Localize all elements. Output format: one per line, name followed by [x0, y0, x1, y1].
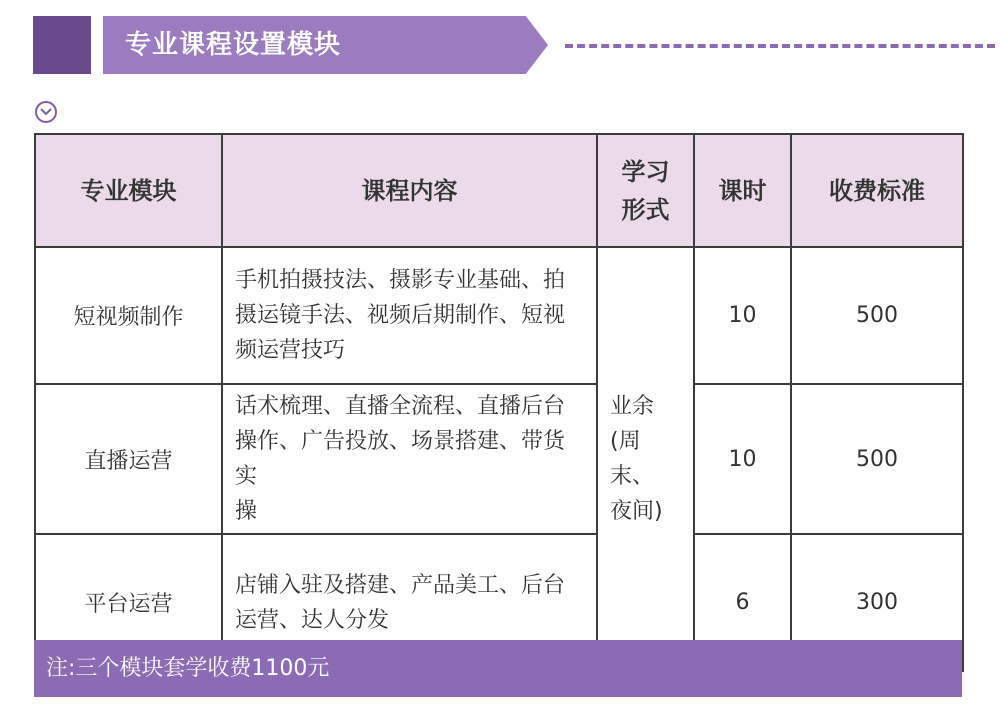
fee-cell: 500 — [791, 247, 963, 384]
course-table — [34, 133, 964, 672]
content-line: 摄运镜手法、视频后期制作、短视 — [235, 303, 566, 328]
module-cell: 短视频制作 — [35, 247, 222, 384]
header-dashed-divider — [565, 44, 995, 48]
content-line: 频运营技巧 — [235, 338, 346, 363]
table-row — [35, 247, 963, 384]
content-cell — [222, 247, 597, 384]
header-content: 课程内容 — [222, 134, 597, 247]
content-line: 话术梳理、直播全流程、直播后台 — [235, 394, 566, 419]
chevron-down-circle-icon — [35, 101, 57, 123]
header-hours: 课时 — [694, 134, 791, 247]
module-cell: 直播运营 — [35, 384, 222, 534]
hours-cell: 10 — [694, 384, 791, 534]
content-line: 操 — [235, 499, 258, 524]
footer-note: 注:三个模块套学收费1100元 — [34, 640, 962, 697]
header-study-form-line1: 学习 — [621, 157, 670, 186]
page-title: 专业课程设置模块 — [125, 30, 342, 60]
hours-cell: 10 — [694, 247, 791, 384]
content-line: 运营、达人分发 — [235, 607, 390, 633]
header-fee: 收费标准 — [791, 134, 963, 247]
study-form-line: 夜间) — [610, 499, 663, 524]
content-line: 店铺入驻及搭建、产品美工、后台 — [235, 572, 566, 598]
module-cell: 平台运营 — [35, 534, 222, 671]
header-accent-square — [33, 16, 91, 74]
header-module: 专业模块 — [35, 134, 222, 247]
table-header-row — [35, 134, 963, 247]
header-study-form-line2: 形式 — [621, 195, 670, 224]
table-row — [35, 384, 963, 534]
study-form-line: (周末、 — [610, 429, 655, 489]
content-cell — [222, 384, 597, 534]
content-line: 手机拍摄技法、摄影专业基础、拍 — [235, 268, 566, 293]
content-line: 操作、广告投放、场景搭建、带货实 — [235, 429, 566, 489]
fee-cell: 300 — [791, 534, 963, 671]
header-study-form — [597, 134, 694, 247]
study-form-line: 业余 — [610, 394, 655, 419]
fee-cell: 500 — [791, 384, 963, 534]
hours-cell: 6 — [694, 534, 791, 671]
study-form-cell — [597, 247, 694, 671]
